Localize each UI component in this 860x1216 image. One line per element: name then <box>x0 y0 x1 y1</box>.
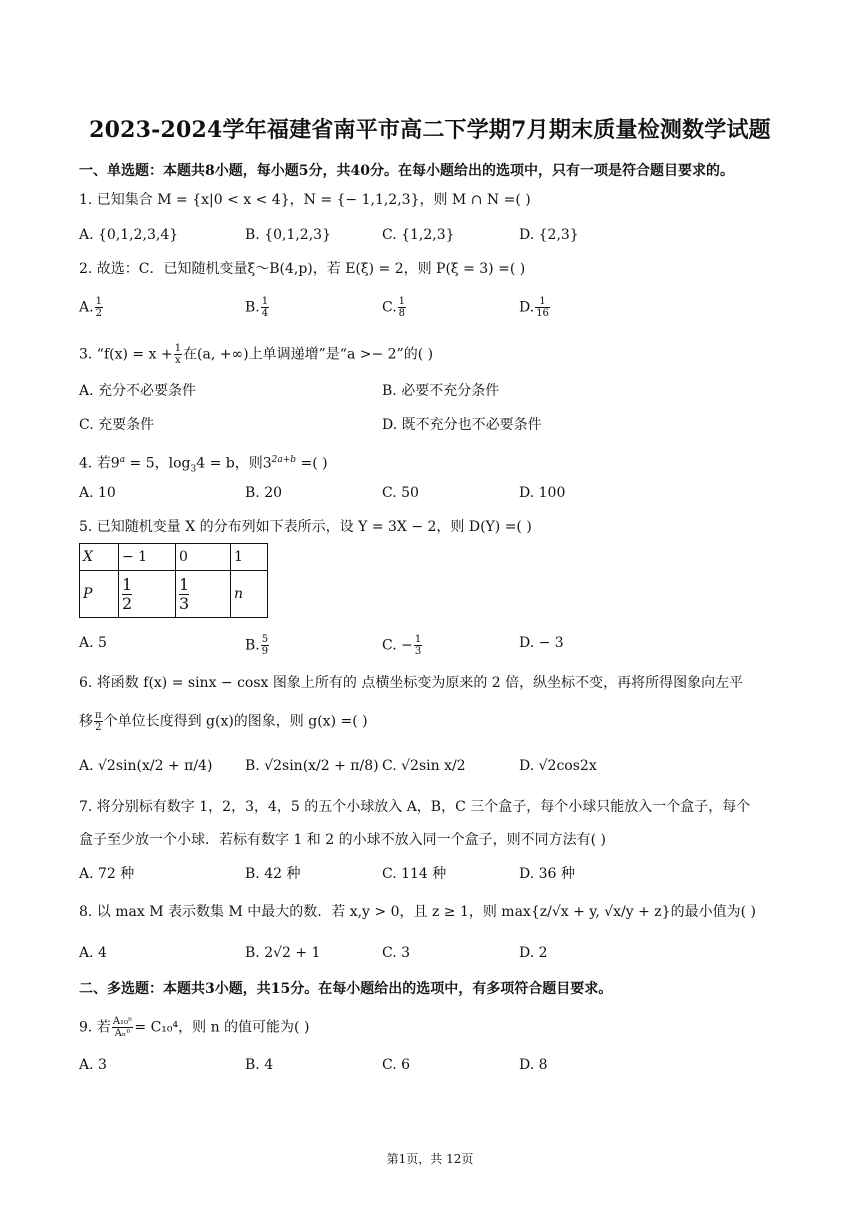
table-cell: P <box>80 571 119 618</box>
q9-option-a: A. 3 <box>79 1057 107 1073</box>
q9-option-d: D. 8 <box>519 1057 548 1073</box>
q6-option-b: B. √2sin(x/2 + π/8) <box>245 758 379 774</box>
q5-option-c: C. − $\frac{1}{3}$ <box>382 634 422 657</box>
table-cell: 1 <box>231 544 268 571</box>
table-cell: n <box>231 571 268 618</box>
q6-option-a: A. √2sin(x/2 + π/4) <box>79 758 213 774</box>
question-7-line-2: 盒子至少放一个小球．若标有数字 1 和 2 的小球不放入同一个盒子，则不同方法有( ) <box>79 832 606 848</box>
distribution-table <box>79 543 268 618</box>
q8-option-c: C. 3 <box>382 945 411 961</box>
table-cell: $\frac{1}{3}$ <box>176 571 231 618</box>
question-7-line-1: 7. 将分别标有数字 1，2，3，4，5 的五个小球放入 A，B，C 三个盒子，每个小球只能放入一个盒子，每个 <box>79 799 751 815</box>
table-cell: − 1 <box>119 544 176 571</box>
q8-option-a: A. 4 <box>79 945 107 961</box>
section-multiple-choice-heading: 二、多选题：本题共3小题，共15分。在每小题给出的选项中，有多项符合题目要求。 <box>79 981 613 997</box>
page-footer: 第1页，共 12页 <box>386 1152 474 1166</box>
q8-option-b: B. 2√2 + 1 <box>245 945 321 961</box>
q4-option-a: A. 10 <box>79 485 116 501</box>
q3-option-d: D. 既不充分也不必要条件 <box>382 417 542 433</box>
q5-option-a: A. 5 <box>79 635 107 651</box>
q2-option-d: D. $\frac{1}{16}$ <box>519 296 549 319</box>
question-3-stem: 3. “f(x) = x + $\frac{1}{x}$ 在(a, +∞)上单调递增”是“a >− 2”的( ) <box>79 343 434 366</box>
q2-option-b: B. $\frac{1}{4}$ <box>245 296 269 319</box>
q6-option-c: C. √2sin x/2 <box>382 758 466 774</box>
question-1-stem: 1. 已知集合 M = {x|0 < x < 4}，N = {− 1,1,2,3}，则 M ∩ N =( ) <box>79 192 531 208</box>
q5-option-b: B. $\frac{5}{9}$ <box>245 634 269 657</box>
question-6-line-2: 移 $\frac{\pi}{2}$ 个单位长度得到 g(x)的图象，则 g(x) =( ) <box>79 710 368 733</box>
question-9-stem: 9. 若 $\frac{\text{A₁₀ⁿ}}{\text{Aₙⁿ}}$ = C₁₀⁴，则 n 的值可能为( ) <box>79 1016 310 1039</box>
q6-option-d: D. √2cos2x <box>519 758 597 774</box>
q9-option-c: C. 6 <box>382 1057 411 1073</box>
q1-option-b: B. {0,1,2,3} <box>245 227 331 243</box>
q8-option-d: D. 2 <box>519 945 548 961</box>
q4-option-d: D. 100 <box>519 485 566 501</box>
q9-option-b: B. 4 <box>245 1057 274 1073</box>
question-4-stem: 4. 若$9^a = 5$，$\log_34 = b$，则$3^{2a+b}$ =( ) <box>79 455 328 475</box>
q1-option-c: C. {1,2,3} <box>382 227 455 243</box>
q7-option-a: A. 72 种 <box>79 866 135 882</box>
q1-option-a: A. {0,1,2,3,4} <box>79 227 179 243</box>
table-cell: $\frac{1}{2}$ <box>119 571 176 618</box>
question-8-stem: 8. 以 max M 表示数集 M 中最大的数．若 x,y > 0，且 z ≥ 1，则 max{z/√x + y, √x/y + z}的最小值为( ) <box>79 904 756 920</box>
q7-option-d: D. 36 种 <box>519 866 575 882</box>
q3-option-b: B. 必要不充分条件 <box>382 383 500 399</box>
table-cell: X <box>80 544 119 571</box>
question-2-stem: 2. 故选：C．已知随机变量ξ～B(4,p)，若 E(ξ) = 2，则 P(ξ = 3) =( ) <box>79 261 526 277</box>
question-6-line-1: 6. 将函数 f(x) = sinx − cosx 图象上所有的 点横坐标变为原来的 2 倍，纵坐标不变，再将所得图象向左平 <box>79 675 744 691</box>
q7-option-c: C. 114 种 <box>382 866 447 882</box>
q7-option-b: B. 42 种 <box>245 866 301 882</box>
page-title: 2023-2024学年福建省南平市高二下学期7月期末质量检测数学试题 <box>89 117 771 143</box>
q5-option-d: D. − 3 <box>519 635 564 651</box>
q4-option-c: C. 50 <box>382 485 419 501</box>
q3-option-c: C. 充要条件 <box>79 417 155 433</box>
q2-option-a: A. $\frac{1}{2}$ <box>79 296 102 319</box>
table-cell: 0 <box>176 544 231 571</box>
q3-option-a: A. 充分不必要条件 <box>79 383 197 399</box>
section-single-choice-heading: 一、单选题：本题共8小题，每小题5分，共40分。在每小题给出的选项中，只有一项是符合题目要求的。 <box>79 163 734 179</box>
q1-option-d: D. {2,3} <box>519 227 579 243</box>
q4-option-b: B. 20 <box>245 485 283 501</box>
question-5-stem: 5. 已知随机变量 X 的分布列如下表所示，设 Y = 3X − 2，则 D(Y) =( ) <box>79 519 532 535</box>
q2-option-c: C. $\frac{1}{8}$ <box>382 296 406 319</box>
